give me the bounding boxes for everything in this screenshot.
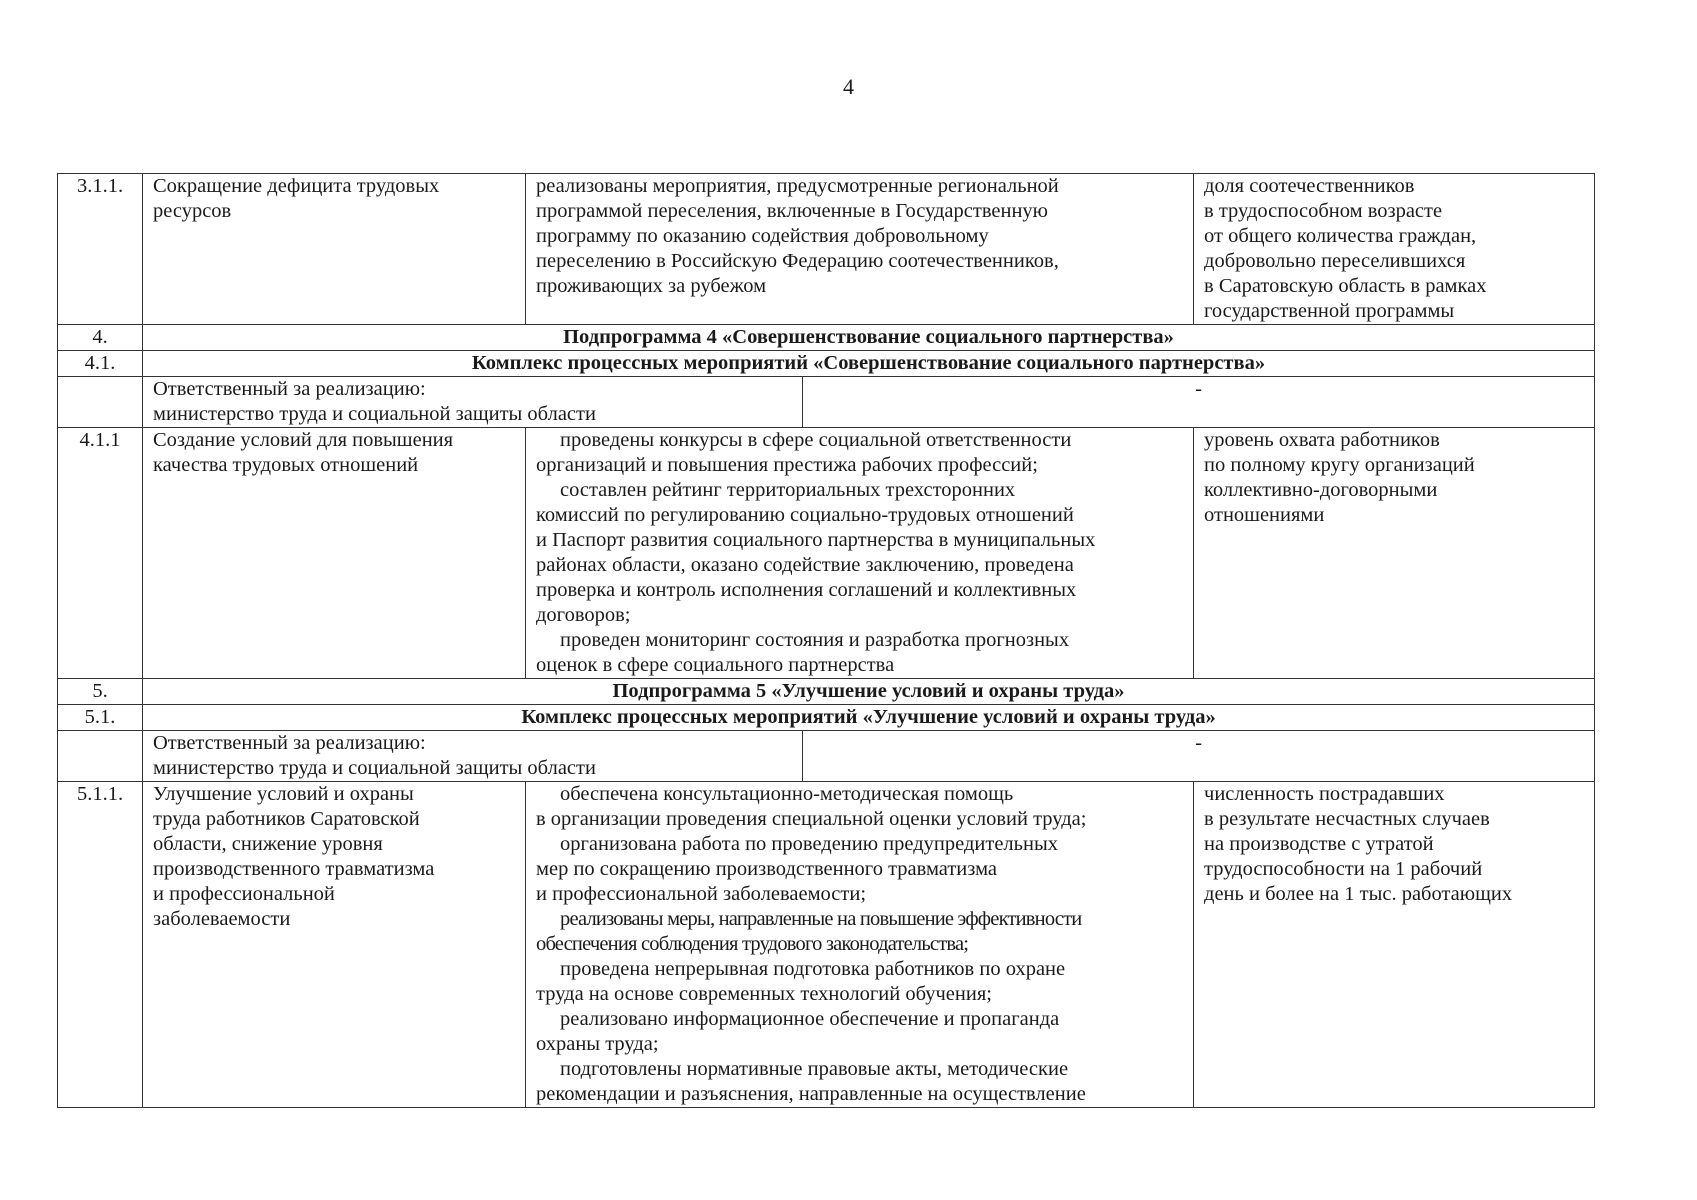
responsible-label: Ответственный за реализацию: министерство труда и социальной защиты области [143,731,803,782]
measure-name: Улучшение условий и охраны труда работников Саратовской области, снижение уровня производственного травматизма и профессиональной заболеваемости [143,782,526,1108]
table-row [58,679,1595,705]
measure-name: Создание условий для повышения качества трудовых отношений [143,428,526,679]
measure-result: реализованы мероприятия, предусмотренные региональной программой переселения, включенные в Государственную программу по оказанию содействия добровольному переселению в Российскую Федерацию соотечественников, проживающих за рубежом [526,174,1194,325]
result-paragraph: проведен мониторинг состояния и разработка прогнозных оценок в сфере социального партнерства [536,629,1070,676]
table-row [58,705,1595,731]
responsible-value: - [803,731,1595,782]
row-number: 4.1. [58,351,143,377]
measure-indicator: доля соотечественников в трудоспособном возрасте от общего количества граждан, добровольно переселившихся в Саратовскую область в рамках государственной программы [1194,174,1595,325]
measures-table [57,173,1595,1108]
result-paragraph: проведены конкурсы в сфере социальной ответственности организаций и повышения престижа рабочих профессий; [536,429,1072,476]
empty-cell [58,377,143,428]
table-row [58,782,1595,1108]
result-paragraph: организована работа по проведению предупредительных мер по сокращению производственного травматизма и профессиональной заболеваемости; [536,833,1058,905]
table-row [58,325,1595,351]
row-number: 4.1.1 [58,428,143,679]
subprogram-heading: Подпрограмма 5 «Улучшение условий и охраны труда» [143,679,1595,705]
measure-indicator: уровень охвата работников по полному кругу организаций коллективно-договорными отношениями [1194,428,1595,679]
measure-name: Сокращение дефицита трудовых ресурсов [143,174,526,325]
result-paragraph: реализованы меры, направленные на повышение эффективности обеспечения соблюдения трудового законодательства; [536,908,1082,955]
table-row [58,731,1595,782]
result-paragraph: подготовлены нормативные правовые акты, методические рекомендации и разъяснения, направленные на осуществление [536,1058,1086,1105]
empty-cell [58,731,143,782]
complex-heading: Комплекс процессных мероприятий «Совершенствование социального партнерства» [143,351,1595,377]
measure-result [526,782,1194,1108]
table-row [58,428,1595,679]
row-number: 4. [58,325,143,351]
row-number: 3.1.1. [58,174,143,325]
page-number: 4 [843,74,854,99]
result-paragraph: проведена непрерывная подготовка работников по охране труда на основе современных технологий обучения; [536,958,1066,1005]
table-row [58,377,1595,428]
result-paragraph: составлен рейтинг территориальных трехсторонних комиссий по регулированию социально-трудовых отношений и Паспорт развития социального партнерства в муниципальных районах области, оказано содействие заключению, проведена проверка и контроль исполнения соглашений и коллективных договоров; [536,479,1096,626]
result-paragraph: обеспечена консультационно-методическая помощь в организации проведения специальной оценки условий труда; [536,783,1087,830]
table-row [58,174,1595,325]
row-number: 5. [58,679,143,705]
measure-indicator: численность пострадавших в результате несчастных случаев на производстве с утратой трудоспособности на 1 рабочий день и более на 1 тыс. работающих [1194,782,1595,1108]
row-number: 5.1. [58,705,143,731]
table-row [58,351,1595,377]
responsible-value: - [803,377,1595,428]
responsible-label: Ответственный за реализацию: министерство труда и социальной защиты области [143,377,803,428]
subprogram-heading: Подпрограмма 4 «Совершенствование социального партнерства» [143,325,1595,351]
measure-result [526,428,1194,679]
row-number: 5.1.1. [58,782,143,1108]
result-paragraph: реализовано информационное обеспечение и пропаганда охраны труда; [536,1008,1060,1055]
complex-heading: Комплекс процессных мероприятий «Улучшение условий и охраны труда» [143,705,1595,731]
